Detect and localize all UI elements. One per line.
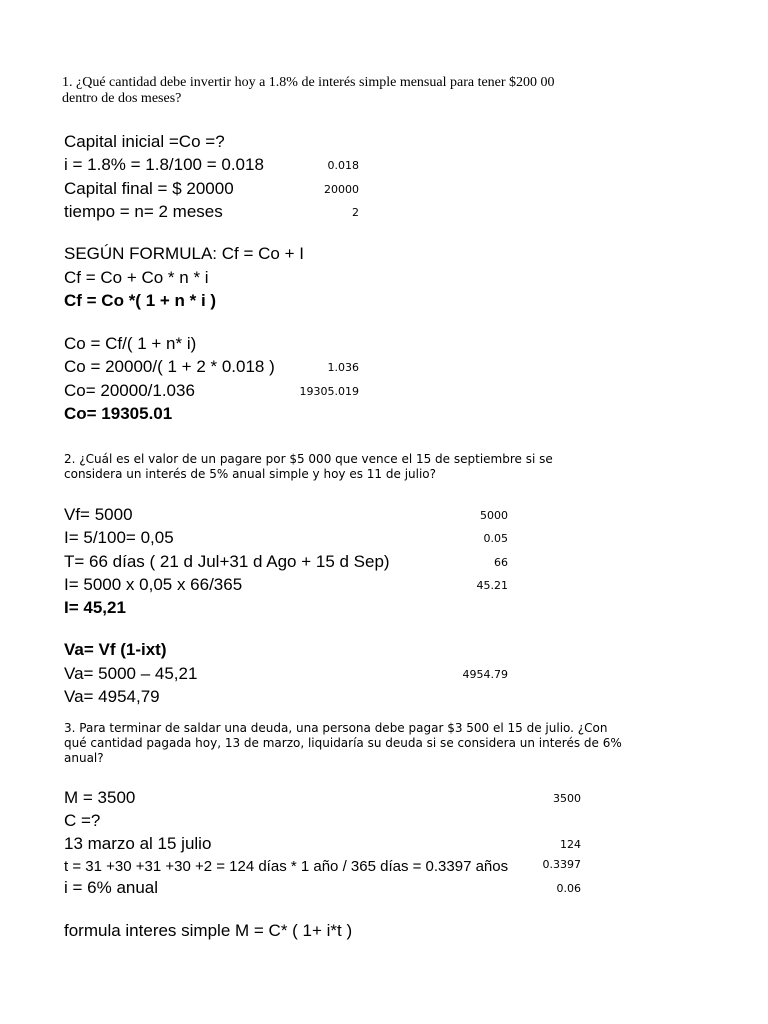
question-3-line-1: 3. Para terminar de saldar una deuda, una persona debe pagar $3 500 el 15 de julio. ¿Con (64, 721, 608, 735)
p2-vf: Vf= 5000 (64, 505, 133, 524)
p1-co-division: Co= 20000/1.036 (64, 381, 195, 400)
p3-t-calc: t = 31 +30 +31 +30 +2 = 124 días * 1 año / 365 días = 0.3397 años (64, 858, 509, 875)
p1-interest-rate: i = 1.8% = 1.8/100 = 0.018 (64, 155, 264, 174)
p1-tiempo: tiempo = n= 2 meses (64, 202, 223, 221)
p3-m: M = 3500 (64, 788, 136, 807)
p1-value-rate: 0.018 (327, 159, 359, 172)
p2-rate: I= 5/100= 0,05 (64, 528, 174, 547)
p3-value-days: 124 (560, 838, 581, 851)
p1-co-formula: Co = Cf/( 1 + n* i) (64, 334, 197, 353)
p2-value-rate: 0.05 (483, 532, 508, 545)
p2-days: T= 66 días ( 21 d Jul+31 d Ago + 15 d Sep) (64, 552, 390, 571)
p3-rate: i = 6% anual (64, 878, 159, 897)
p1-value-result: 19305.019 (299, 385, 359, 398)
p1-formula-factored: Cf = Co *( 1 + n * i ) (64, 291, 217, 310)
question-1-line-2: dentro de dos meses? (62, 91, 182, 106)
p3-period: 13 marzo al 15 julio (64, 834, 212, 853)
p1-formula-expanded: Cf = Co + Co * n * i (64, 268, 209, 287)
p1-value-final: 20000 (324, 183, 359, 196)
p2-value-va: 4954.79 (462, 668, 508, 681)
p1-capital-inicial: Capital inicial =Co =? (64, 132, 225, 151)
p2-interest-result: I= 45,21 (64, 598, 126, 617)
p2-va-formula: Va= Vf (1-ixt) (64, 640, 167, 659)
question-2-line-1: 2. ¿Cuál es el valor de un pagare por $5 000 que vence el 15 de septiembre si se (64, 452, 553, 466)
p1-capital-final: Capital final = $ 20000 (64, 179, 234, 198)
p2-va-substitution: Va= 5000 – 45,21 (64, 664, 198, 683)
p2-value-vf: 5000 (480, 509, 508, 522)
question-3-line-2: qué cantidad pagada hoy, 13 de marzo, liquidaría su deuda si se considera un interés de 6% (64, 736, 622, 750)
p2-value-days: 66 (494, 556, 508, 569)
p1-co-result: Co= 19305.01 (64, 404, 173, 423)
p1-value-time: 2 (352, 206, 359, 219)
p1-co-substitution: Co = 20000/( 1 + 2 * 0.018 ) (64, 357, 275, 376)
question-2-line-2: considera un interés de 5% anual simple y hoy es 11 de julio? (64, 467, 437, 481)
p3-value-rate: 0.06 (556, 882, 581, 895)
p2-va-result: Va= 4954,79 (64, 687, 160, 706)
p3-c: C =? (64, 811, 101, 830)
p1-formula-heading: SEGÚN FORMULA: Cf = Co + I (64, 244, 304, 263)
question-3-line-3: anual? (64, 751, 104, 765)
p3-value-t: 0.3397 (542, 858, 581, 871)
p3-value-m: 3500 (553, 792, 581, 805)
p1-value-divisor: 1.036 (327, 361, 359, 374)
p3-formula: formula interes simple M = C* ( 1+ i*t ) (64, 921, 353, 940)
p2-value-interest: 45.21 (476, 579, 508, 592)
question-1-line-1: 1. ¿Qué cantidad debe invertir hoy a 1.8% de interés simple mensual para tener $200 00 (62, 75, 555, 90)
p2-interest-calc: I= 5000 x 0,05 x 66/365 (64, 575, 243, 594)
